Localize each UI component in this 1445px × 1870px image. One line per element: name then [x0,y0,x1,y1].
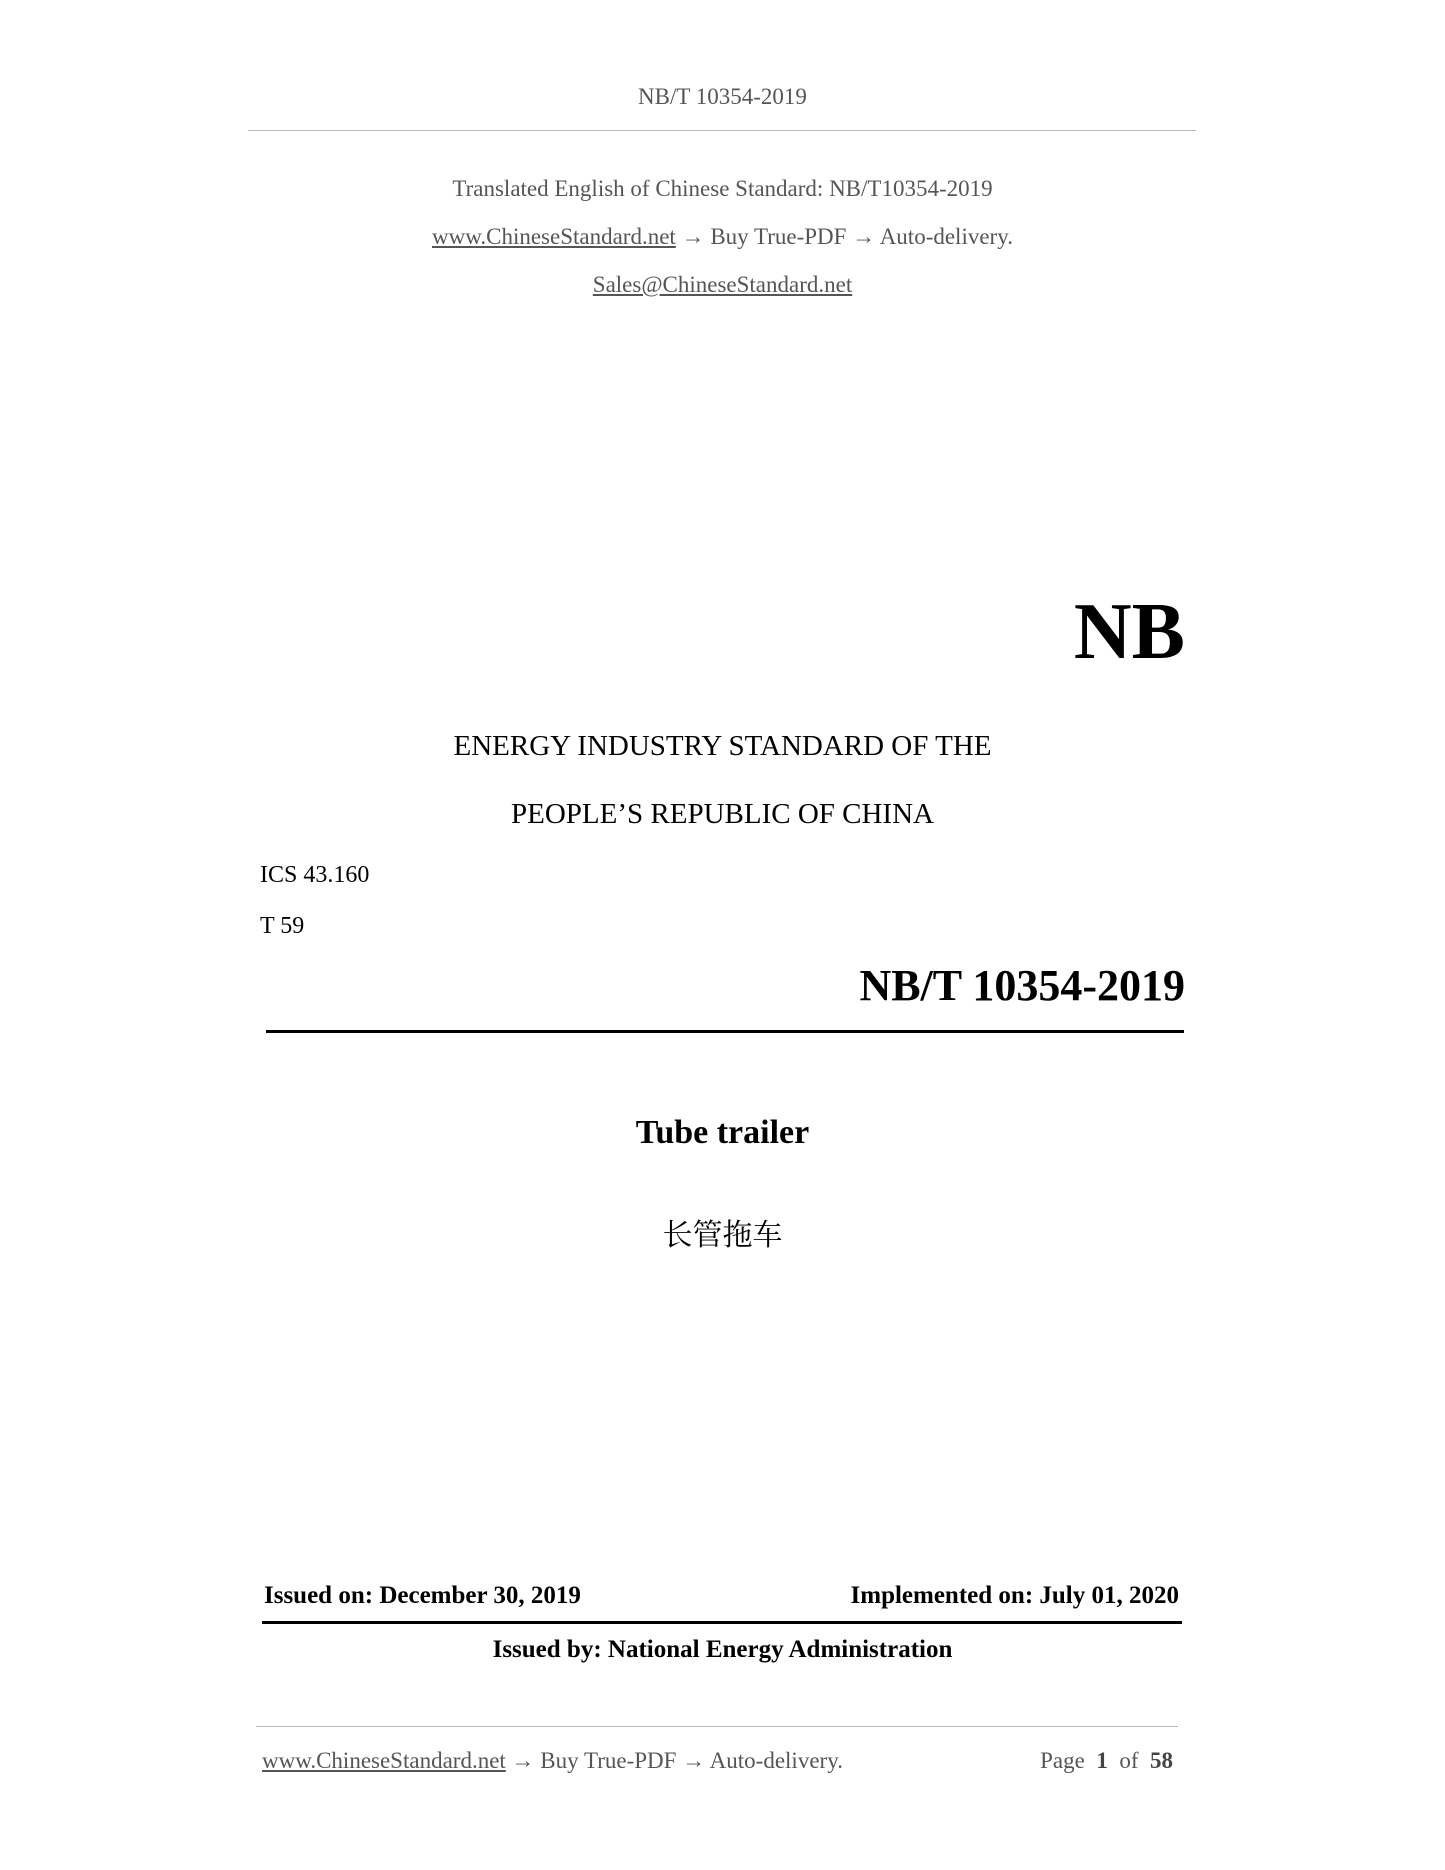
page-of-label: of [1119,1748,1139,1773]
running-header: NB/T 10354-2019 [638,84,807,109]
email-line [0,272,1445,298]
arrow-right-icon: → [676,1748,710,1773]
header-divider [248,130,1196,131]
ccs-code: T 59 [260,913,305,939]
footer-divider [256,1726,1178,1727]
footer-buy-text: Buy True-PDF [540,1748,677,1773]
dates-divider [262,1621,1182,1624]
buy-true-pdf-text: Buy True-PDF [710,224,847,249]
title-divider [266,1030,1184,1033]
document-title-zh: 长管拖车 [662,1218,783,1253]
footer-promo [262,1748,843,1774]
ics-code: ICS 43.160 [260,862,370,888]
org-title-line-2: PEOPLE’S REPUBLIC OF CHINA [511,798,934,830]
translation-notice: Translated English of Chinese Standard: NB/T10354-2019 [452,176,993,201]
standard-number: NB/T 10354-2019 [859,961,1185,1010]
promo-line [0,224,1445,250]
page-indicator [1040,1748,1173,1774]
auto-delivery-text: Auto-delivery. [879,224,1013,249]
footer-site-link[interactable]: www.ChineseStandard.net [262,1748,506,1773]
org-title-line-1: ENERGY INDUSTRY STANDARD OF THE [453,730,992,762]
nb-logo: NB [1073,588,1185,676]
site-link[interactable]: www.ChineseStandard.net [432,224,676,249]
document-title-en: Tube trailer [635,1114,810,1151]
arrow-right-icon: → [505,1748,541,1773]
page-current: 1 [1096,1748,1108,1773]
page-label: Page [1040,1748,1085,1773]
footer-delivery-text: Auto-delivery. [709,1748,843,1773]
sales-email-link[interactable]: Sales@ChineseStandard.net [592,272,853,297]
issued-on-date: Issued on: December 30, 2019 [264,1582,581,1609]
page-total: 58 [1150,1748,1173,1773]
implemented-on-date: Implemented on: July 01, 2020 [850,1582,1179,1609]
arrow-right-icon: → [675,224,711,249]
arrow-right-icon: → [846,224,880,249]
issuing-authority: Issued by: National Energy Administration [492,1636,953,1663]
